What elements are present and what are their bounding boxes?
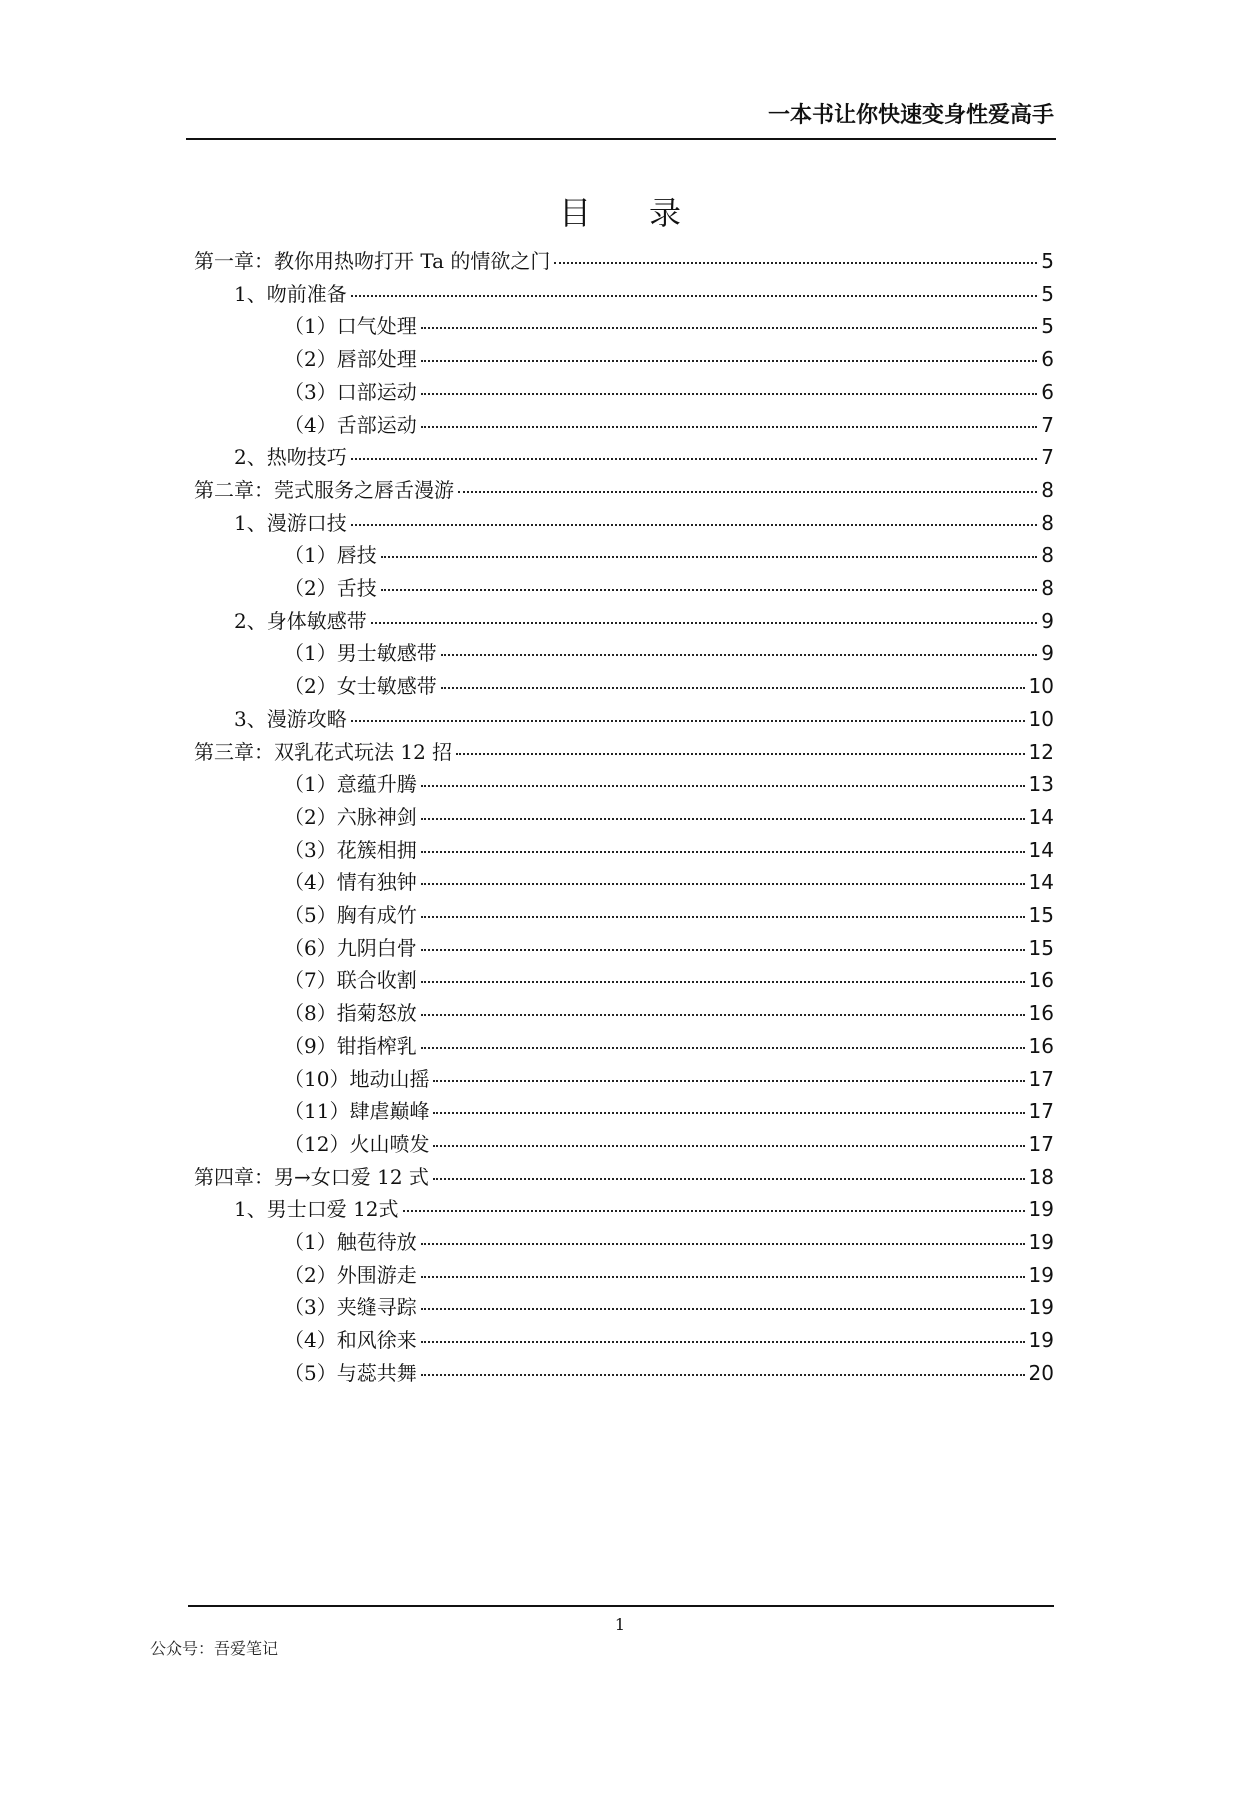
toc-entry-label: （5）胸有成竹 bbox=[284, 903, 417, 927]
toc-entry-label: （11）肆虐巅峰 bbox=[284, 1099, 430, 1124]
toc-leader-dots bbox=[351, 524, 1038, 526]
toc-entry-label: （3）夹缝寻踪 bbox=[284, 1295, 417, 1320]
toc-leader-dots bbox=[421, 393, 1038, 395]
toc-entry-label: （1）触苞待放 bbox=[284, 1230, 417, 1254]
toc-entry-label: 第四章：男→女口爱 12 式 bbox=[194, 1164, 429, 1189]
toc-entry-page: 19 bbox=[1028, 1262, 1054, 1287]
toc-entry-page: 14 bbox=[1028, 804, 1054, 829]
toc-entry-page: 19 bbox=[1028, 1328, 1054, 1353]
toc-leader-dots bbox=[433, 1080, 1024, 1082]
toc-leader-dots bbox=[351, 458, 1038, 460]
toc-entry-page: 5 bbox=[1041, 249, 1054, 273]
toc-entry-page: 6 bbox=[1041, 347, 1054, 372]
toc-leader-dots bbox=[421, 426, 1038, 428]
toc-entry-page: 17 bbox=[1028, 1066, 1054, 1091]
toc-entry-page: 7 bbox=[1041, 412, 1054, 437]
toc-entry-page: 5 bbox=[1041, 314, 1054, 339]
toc-leader-dots bbox=[421, 785, 1025, 787]
toc-entry-page: 9 bbox=[1041, 608, 1054, 633]
toc-entry-page: 8 bbox=[1041, 543, 1054, 568]
toc-entry-page: 14 bbox=[1028, 837, 1054, 862]
toc-entry-page: 14 bbox=[1028, 870, 1054, 895]
toc-entry-label: 第一章：教你用热吻打开 Ta 的情欲之门 bbox=[194, 249, 551, 273]
toc-entry-page: 17 bbox=[1028, 1131, 1054, 1156]
toc-entry-label: 1、吻前准备 bbox=[234, 281, 347, 306]
toc-entry-label: （3）口部运动 bbox=[284, 379, 417, 404]
toc-leader-dots bbox=[433, 1112, 1024, 1114]
toc-leader-dots bbox=[421, 949, 1025, 951]
toc-leader-dots bbox=[421, 916, 1025, 918]
toc-entry-page: 16 bbox=[1028, 1001, 1054, 1026]
toc-entry-page: 10 bbox=[1028, 674, 1054, 699]
toc-leader-dots bbox=[421, 1308, 1025, 1310]
toc-entry-label: （2）舌技 bbox=[284, 576, 377, 600]
toc-leader-dots bbox=[421, 981, 1025, 983]
toc-entry-label: （9）钳指榨乳 bbox=[284, 1033, 417, 1058]
toc-entry-page: 16 bbox=[1028, 1033, 1054, 1058]
toc-entry-label: （2）女士敏感带 bbox=[284, 674, 437, 699]
toc-entry-label: （7）联合收割 bbox=[284, 968, 417, 993]
toc-entry-page: 19 bbox=[1028, 1197, 1054, 1222]
toc-entry-label: （1）男士敏感带 bbox=[284, 641, 437, 666]
toc-leader-dots bbox=[421, 883, 1025, 885]
toc-entry-label: （10）地动山摇 bbox=[284, 1066, 430, 1091]
toc-leader-dots bbox=[441, 687, 1025, 689]
toc-entry-page: 10 bbox=[1028, 706, 1054, 731]
toc-entry-label: （1）意蕴升腾 bbox=[284, 772, 417, 797]
toc-leader-dots bbox=[421, 327, 1038, 329]
toc-entry-page: 17 bbox=[1028, 1099, 1054, 1124]
toc-entry-page: 15 bbox=[1028, 935, 1054, 960]
toc-leader-dots bbox=[433, 1178, 1025, 1180]
toc-entry-label: 第二章：莞式服务之唇舌漫游 bbox=[194, 477, 454, 502]
toc-entry-label: 2、身体敏感带 bbox=[234, 608, 367, 633]
toc-leader-dots bbox=[381, 556, 1038, 558]
toc-leader-dots bbox=[421, 818, 1025, 820]
toc-entry-label: （2）外围游走 bbox=[284, 1262, 417, 1287]
toc-entry-label: （4）舌部运动 bbox=[284, 412, 417, 437]
toc-leader-dots bbox=[441, 654, 1038, 656]
toc-leader-dots bbox=[433, 1145, 1024, 1147]
toc-leader-dots bbox=[371, 622, 1038, 624]
toc-leader-dots bbox=[456, 753, 1024, 755]
toc-entry-page: 12 bbox=[1028, 739, 1054, 764]
toc-leader-dots bbox=[403, 1210, 1025, 1212]
toc-entry-page: 13 bbox=[1028, 772, 1054, 797]
toc-entry-page: 20 bbox=[1028, 1360, 1054, 1385]
toc-entry-page: 19 bbox=[1028, 1230, 1054, 1254]
footer-divider bbox=[188, 1605, 1054, 1607]
page-number: 1 bbox=[614, 1615, 626, 1634]
header-divider bbox=[186, 138, 1056, 140]
toc-title: 目录 bbox=[558, 194, 739, 232]
toc-entry-label: （1）口气处理 bbox=[284, 314, 417, 339]
toc-entry-page: 7 bbox=[1041, 445, 1054, 470]
toc-entry-label: （4）情有独钟 bbox=[284, 870, 417, 895]
toc-entry-label: （6）九阴白骨 bbox=[284, 935, 417, 960]
toc-leader-dots bbox=[351, 720, 1025, 722]
toc-entry-page: 6 bbox=[1041, 379, 1054, 404]
toc-entry-label: 3、漫游攻略 bbox=[234, 706, 347, 731]
toc-entry-label: （4）和风徐来 bbox=[284, 1328, 417, 1353]
toc-entry-label: （5）与蕊共舞 bbox=[284, 1360, 417, 1385]
toc-entry-page: 18 bbox=[1028, 1164, 1054, 1189]
toc-leader-dots bbox=[421, 1374, 1025, 1376]
toc-entry-label: 1、漫游口技 bbox=[234, 510, 347, 535]
toc-entry-page: 19 bbox=[1028, 1295, 1054, 1320]
toc-leader-dots bbox=[381, 589, 1038, 591]
toc-leader-dots bbox=[554, 262, 1037, 264]
footer-note: 公众号：吾爱笔记 bbox=[150, 1639, 279, 1658]
toc-leader-dots bbox=[421, 1341, 1025, 1343]
toc-entry-label: 1、男士口爱 12式 bbox=[234, 1197, 399, 1222]
toc-leader-dots bbox=[421, 1047, 1025, 1049]
toc-entry-page: 9 bbox=[1041, 641, 1054, 666]
toc-leader-dots bbox=[421, 851, 1025, 853]
toc-entry-page: 5 bbox=[1041, 281, 1054, 306]
toc-leader-dots bbox=[458, 491, 1037, 493]
toc-entry-label: （1）唇技 bbox=[284, 543, 377, 568]
running-header-title: 一本书让你快速变身性爱高手 bbox=[767, 103, 1054, 128]
toc-entry-label: （12）火山喷发 bbox=[284, 1131, 430, 1156]
toc-entry[interactable] bbox=[284, 1355, 1054, 1393]
toc-entry-label: （2）唇部处理 bbox=[284, 347, 417, 372]
toc-leader-dots bbox=[421, 1276, 1025, 1278]
toc-entry-page: 15 bbox=[1028, 903, 1054, 927]
toc-leader-dots bbox=[351, 295, 1038, 297]
toc-leader-dots bbox=[421, 360, 1038, 362]
toc-entry-page: 8 bbox=[1041, 477, 1054, 502]
toc-entry-page: 8 bbox=[1041, 510, 1054, 535]
toc-entry-label: 第三章：双乳花式玩法 12 招 bbox=[194, 739, 453, 764]
toc-leader-dots bbox=[421, 1014, 1025, 1016]
toc-entry-label: （8）指菊怒放 bbox=[284, 1001, 417, 1026]
toc-leader-dots bbox=[421, 1243, 1025, 1245]
toc-entry-label: （3）花簇相拥 bbox=[284, 837, 417, 862]
toc-entry-label: （2）六脉神剑 bbox=[284, 804, 417, 829]
toc-entry-page: 16 bbox=[1028, 968, 1054, 993]
toc-entry-label: 2、热吻技巧 bbox=[234, 445, 347, 470]
toc-entry-page: 8 bbox=[1041, 576, 1054, 600]
